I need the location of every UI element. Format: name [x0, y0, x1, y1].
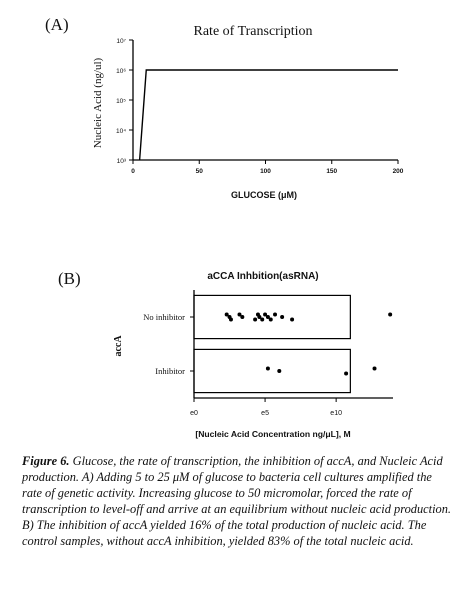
- panel-a-label: (A): [45, 15, 69, 34]
- y-tick-label: 10⁵: [116, 98, 126, 105]
- y-tick-label: 10⁷: [116, 38, 126, 45]
- chart-b-marks: [194, 295, 392, 392]
- y-tick-label: 10³: [116, 158, 126, 165]
- series-line: [140, 70, 398, 160]
- chart-a-title: Rate of Transcription: [193, 24, 313, 39]
- chart-a-axes: [116, 38, 404, 175]
- chart-a-xlabel: GLUCOSE (μM): [230, 190, 298, 200]
- data-point: [269, 318, 273, 322]
- data-point: [240, 315, 244, 319]
- data-point: [229, 318, 233, 322]
- bar: [194, 295, 350, 338]
- panel-b: [58, 269, 393, 439]
- panel-a: [45, 15, 404, 200]
- x-tick-label: 50: [195, 168, 203, 175]
- category-label: No inhibitor: [143, 312, 185, 322]
- caption-label: Figure 6.: [22, 454, 70, 468]
- x-tick-label: e5: [261, 410, 269, 417]
- data-point: [290, 318, 294, 322]
- data-point: [253, 318, 257, 322]
- chart-b-axes: [143, 290, 393, 417]
- data-point: [266, 367, 270, 371]
- data-point: [344, 372, 348, 376]
- x-tick-label: 200: [392, 168, 404, 175]
- bar: [194, 349, 350, 392]
- data-point: [280, 315, 284, 319]
- data-point: [277, 369, 281, 373]
- chart-b-title: aCCA Inhbition(asRNA): [207, 271, 319, 282]
- chart-a-ylabel: Nucleic Acid (ng/ul): [92, 57, 104, 149]
- y-tick-label: 10⁴: [115, 128, 126, 135]
- figure-caption: [22, 453, 452, 549]
- caption-text: Glucose, the rate of transcription, the inhibition of accA, and Nucleic Acid production. A) Adding 5 to 25 μM of glucose to bacteria cell cultures amplified the rate of genetic activity. Increasing glucose to 50 micromolar, forced the rate of transcription to level-off and arrive at an equilibrium without nucleic acid production. B) The inhibition of accA yielded 16% of the total production of nucleic acid. The control samples, without accA inhibition, yielded 83% of the total nucleic acid.: [22, 454, 452, 548]
- x-tick-label: e0: [190, 410, 198, 417]
- chart-b-ylabel: accA: [113, 335, 124, 357]
- x-tick-label: 0: [131, 168, 135, 175]
- panel-b-label: (B): [58, 269, 81, 288]
- chart-a-marks: [140, 70, 398, 160]
- data-point: [260, 318, 264, 322]
- data-point: [388, 313, 392, 317]
- chart-b-xlabel: [Nucleic Acid Concentration ng/μL], M: [195, 429, 351, 439]
- x-tick-label: 150: [326, 168, 338, 175]
- y-tick-label: 10⁶: [116, 68, 126, 75]
- data-point: [273, 313, 277, 317]
- x-tick-label: 100: [260, 168, 271, 175]
- category-label: Inhibitor: [155, 366, 185, 376]
- x-tick-label: e10: [330, 410, 342, 417]
- data-point: [373, 367, 377, 371]
